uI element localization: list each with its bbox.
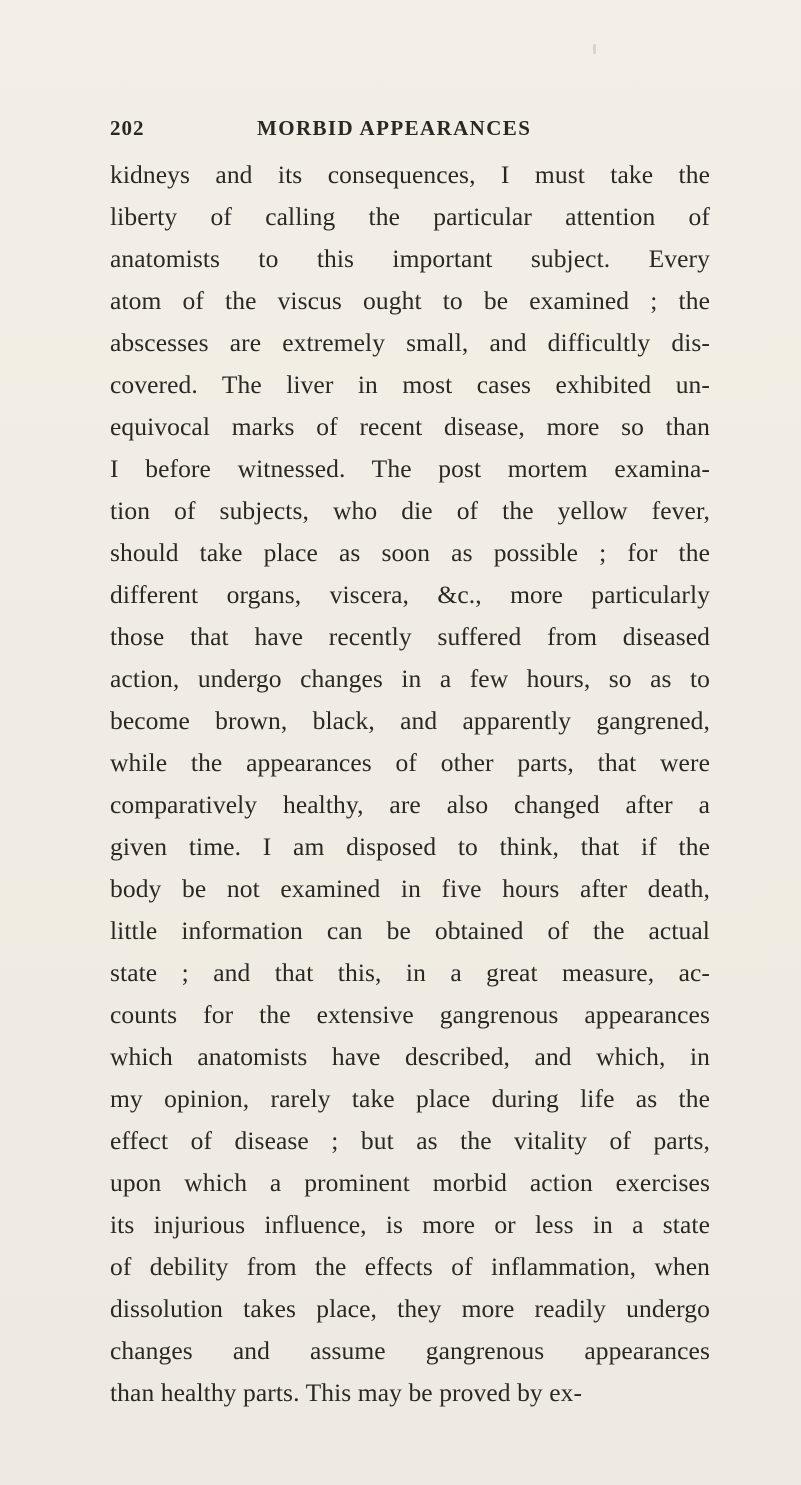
text-line: tion of subjects, who die of the yellow fever,: [110, 496, 710, 525]
text-line: while the appearances of other parts, that were: [110, 748, 710, 777]
text-line: effect of disease ; but as the vitality of parts,: [110, 1126, 710, 1155]
text-line: upon which a prominent morbid action exercises: [110, 1168, 710, 1197]
body-text: [110, 154, 710, 1414]
text-line: liberty of calling the particular attention of: [110, 202, 710, 231]
text-line: I before witnessed. The post mortem examina-: [110, 454, 710, 483]
text-line: body be not examined in five hours after death,: [110, 874, 710, 903]
text-line: comparatively healthy, are also changed after a: [110, 790, 710, 819]
text-line: little information can be obtained of the actual: [110, 916, 710, 945]
text-line: covered. The liver in most cases exhibited un-: [110, 370, 710, 399]
text-line: anatomists to this important subject. Every: [110, 244, 710, 273]
text-line: those that have recently suffered from diseased: [110, 622, 710, 651]
running-head: [110, 110, 710, 150]
text-line: dissolution takes place, they more readily undergo: [110, 1294, 710, 1323]
text-line: which anatomists have described, and which, in: [110, 1042, 710, 1071]
paper-speck: [593, 44, 596, 54]
text-line: kidneys and its consequences, I must take the: [110, 160, 710, 189]
text-line: abscesses are extremely small, and difficultly dis-: [110, 328, 710, 357]
text-line: state ; and that this, in a great measure, ac-: [110, 958, 710, 987]
text-line: different organs, viscera, &c., more particularly: [110, 580, 710, 609]
text-line: should take place as soon as possible ; for the: [110, 538, 710, 567]
running-title: MORBID APPEARANCES: [257, 116, 532, 140]
text-line: my opinion, rarely take place during life as the: [110, 1084, 710, 1113]
text-line: its injurious influence, is more or less in a state: [110, 1210, 710, 1239]
page-number: 202: [110, 116, 145, 140]
text-line: atom of the viscus ought to be examined ; the: [110, 286, 710, 315]
text-line: action, undergo changes in a few hours, so as to: [110, 664, 710, 693]
text-line: counts for the extensive gangrenous appearances: [110, 1000, 710, 1029]
text-line: changes and assume gangrenous appearances: [110, 1336, 710, 1365]
text-line: given time. I am disposed to think, that if the: [110, 832, 710, 861]
text-line: than healthy parts. This may be proved by ex-: [110, 1378, 583, 1407]
text-line: equivocal marks of recent disease, more so than: [110, 412, 710, 441]
text-line: become brown, black, and apparently gangrened,: [110, 706, 710, 735]
text-line: of debility from the effects of inflammation, when: [110, 1252, 710, 1281]
